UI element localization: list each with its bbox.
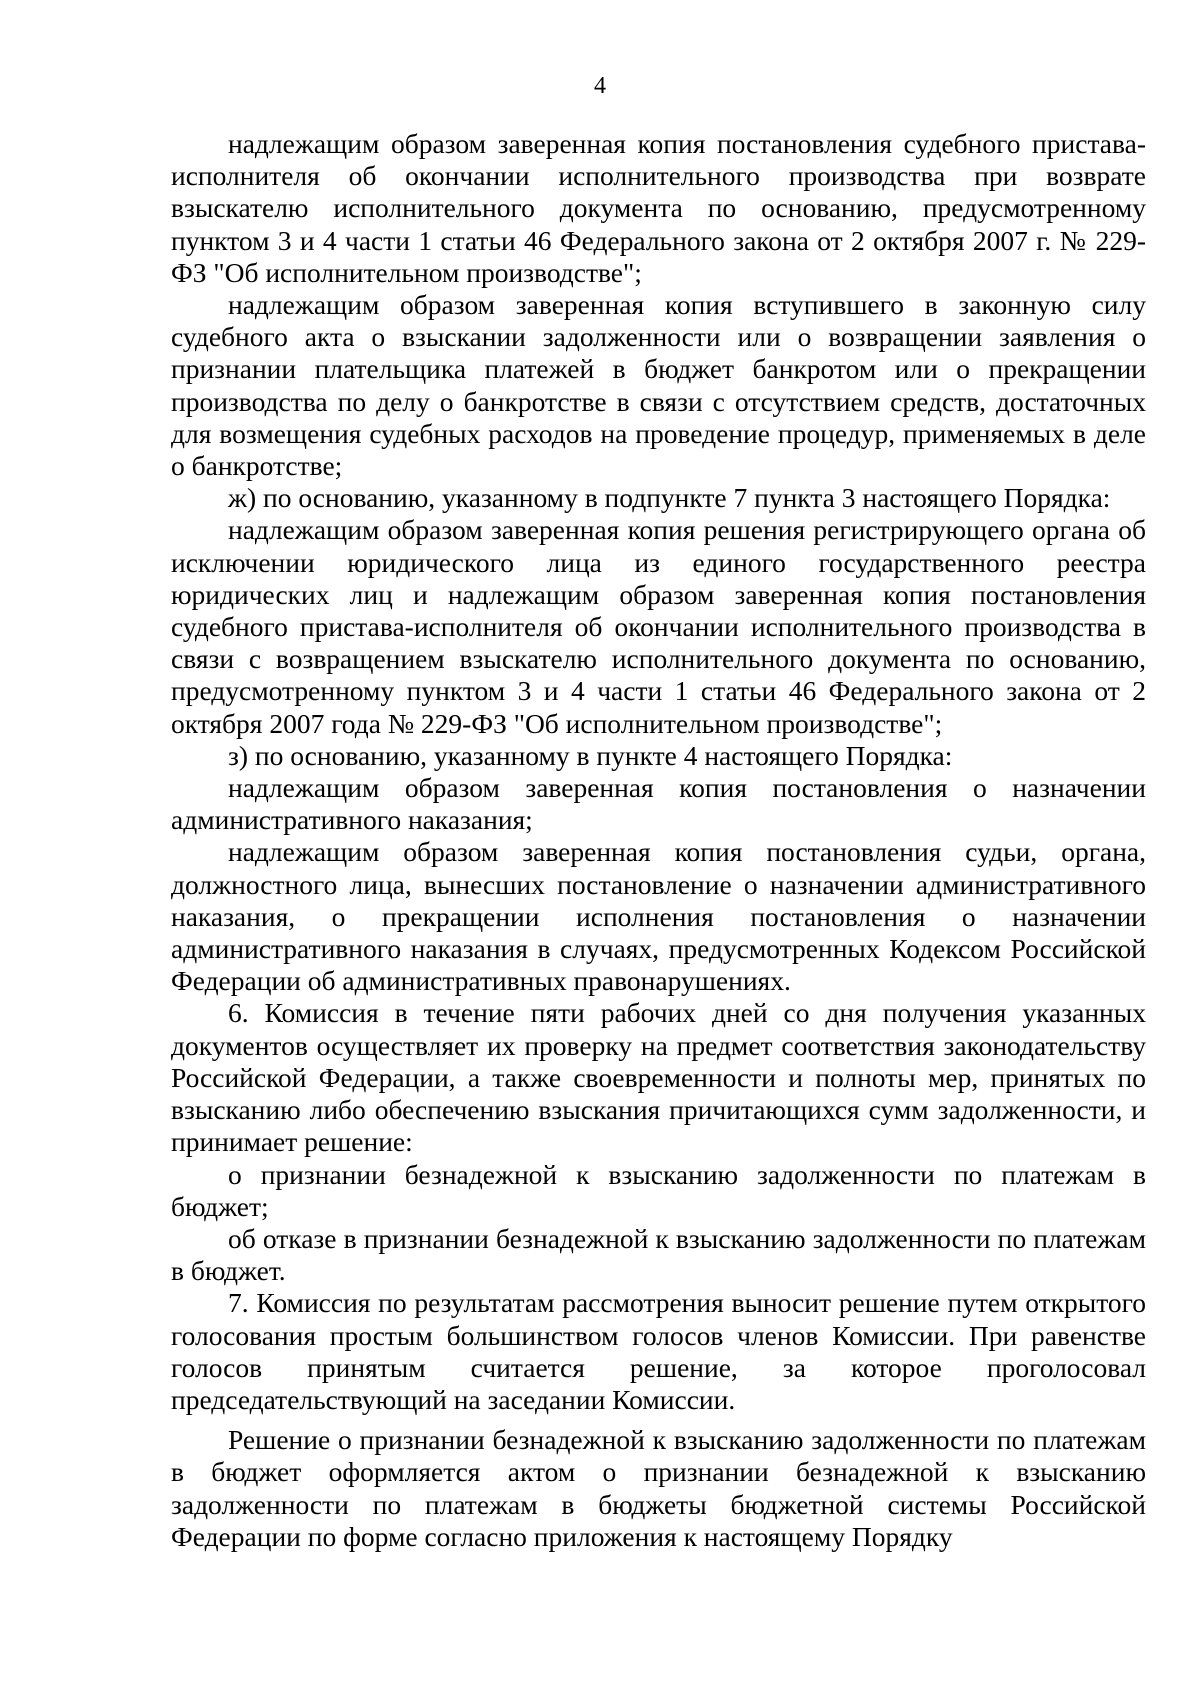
paragraph-item-7-commission-vote: 7. Комиссия по результатам рассмотрения выносит решение путем открытого голосования простым большинством голосов членов Комиссии. При равенстве голосов принятым считается решение, за которое проголосовал председательствующий на заседании Комиссии.: [171, 1287, 1146, 1415]
paragraph-copy-bailiff-resolution: надлежащим образом заверенная копия постановления судебного пристава-исполнителя об окончании исполнительного производства при возврате взыскателю исполнительного документа по основанию, предусмотренному пунктом 3 и 4 части 1 статьи 46 Федерального закона от 2 октября 2007 г. № 229-ФЗ "Об исполнительном производстве";: [171, 128, 1146, 288]
paragraph-subitem-zh: ж) по основанию, указанному в подпункте 7 пункта 3 настоящего Порядка:: [228, 482, 1111, 514]
paragraph-item-6-commission-review: 6. Комиссия в течение пяти рабочих дней со дня получения указанных документов осуществляет их проверку на предмет соответствия законодательству Российской Федерации, а также своевременности и полноты мер, принятых по взысканию либо обеспечению взыскания причитающихся сумм задолженности, и принимает решение:: [171, 997, 1146, 1158]
paragraph-decision-act-form: Решение о признании безнадежной к взысканию задолженности по платежам в бюджет оформляется актом о признании безнадежной к взысканию задолженности по платежам в бюджеты бюджетной системы Российской Федерации по форме согласно приложения к настоящему Порядку: [171, 1424, 1146, 1552]
paragraph-copy-court-act: надлежащим образом заверенная копия вступившего в законную силу судебного акта о взыскании задолженности или о возвращении заявления о признании плательщика платежей в бюджет банкротом или о прекращении производства по делу о банкротстве в связи с отсутствием средств, достаточных для возмещения судебных расходов на проведение процедур, применяемых в деле о банкротстве;: [171, 289, 1146, 482]
page-number: 4: [594, 73, 606, 99]
paragraph-copy-registry-decision: надлежащим образом заверенная копия решения регистрирующего органа об исключении юридического лица из единого государственного реестра юридических лиц и надлежащим образом заверенная копия постановления судебного пристава-исполнителя об окончании исполнительного производства в связи с возвращением взыскателю исполнительного документа по основанию, предусмотренному пунктом 3 и 4 части 1 статьи 46 Федерального закона от 2 октября 2007 года № 229-ФЗ "Об исполнительном производстве";: [171, 514, 1146, 739]
paragraph-decision-recognize-debt: о признании безнадежной к взысканию задолженности по платежам в бюджет;: [171, 1158, 1146, 1222]
paragraph-subitem-z: з) по основанию, указанному в пункте 4 настоящего Порядка:: [228, 739, 953, 771]
paragraph-copy-administrative-penalty: надлежащим образом заверенная копия постановления о назначении административного наказания;: [171, 772, 1146, 836]
paragraph-decision-refuse: об отказе в признании безнадежной к взысканию задолженности по платежам в бюджет.: [171, 1222, 1146, 1287]
paragraph-copy-judge-resolution: надлежащим образом заверенная копия постановления судьи, органа, должностного лица, вынесших постановление о назначении административного наказания, о прекращении исполнения постановления о назначении административного наказания в случаях, предусмотренных Кодексом Российской Федерации об административных правонарушениях.: [171, 836, 1146, 997]
document-body: [171, 128, 1146, 1553]
